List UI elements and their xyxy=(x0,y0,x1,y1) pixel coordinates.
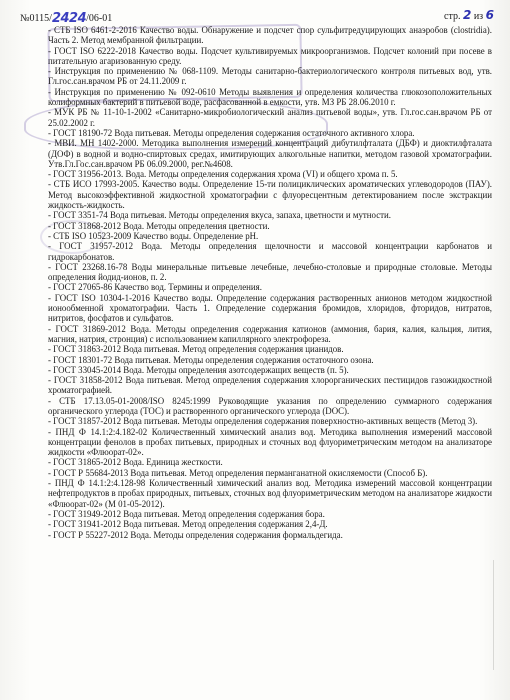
list-item: - СТБ ИСО 17993-2005. Качество воды. Определение 15-ти полициклических ароматических углеводородов (ПАУ). Метод высокоэффективной жидкостной хроматографии с флуоресцентным детектированием после экстракции жидкость-жидкость. xyxy=(48,179,492,211)
list-item: - СТБ ISO 6461-2-2016 Качество воды. Обнаружение и подсчет спор сульфитредуцирующих анаэробов (clostridia). Часть 2. Метод мембранной фильтрации. xyxy=(48,25,492,46)
list-item: - ГОСТ 27065-86 Качество вод. Термины и определения. xyxy=(48,282,262,293)
page-edge xyxy=(493,560,508,670)
list-item: - ГОСТ 31858-2012 Вода питьевая. Метод определения содержания хлорорганических пестицидов газожидкостной хроматографией. xyxy=(48,375,492,396)
list-item: - ГОСТ 31865-2012 Вода. Единица жесткости. xyxy=(48,457,223,468)
list-item: - ГОСТ 31868-2012 Вода. Методы определения цветности. xyxy=(48,220,270,231)
list-item: - ГОСТ 31941-2012 Вода питьевая. Метод определения содержания 2,4-Д. xyxy=(48,519,328,530)
list-item: - Инструкция по применению № 092-0610 Методы выявления и определения количества глюкозоположительных колиформных бактерий в питьевой воде, расфасованной в емкости, утв. МЗ РБ 28.06.2010 г. xyxy=(48,86,492,108)
page-indicator xyxy=(444,8,494,22)
standards-list xyxy=(48,25,492,540)
list-item: - Инструкция по применению № 068-1109. Методы санитарно-бактериологического контроля питьевых вод, утв. Гл.гос.сан.врачом РБ от 24.11.2009 г. xyxy=(48,66,492,87)
list-item: - ГОСТ 18301-72 Вода питьевая. Методы определения содержания остаточного озона. xyxy=(48,354,374,365)
list-item: - ГОСТ 31956-2013. Вода. Методы определения содержания хрома (VI) и общего хрома п. 5. xyxy=(48,169,398,180)
list-item: - ГОСТ 31949-2012 Вода питьевая. Метод определения содержания бора. xyxy=(48,508,325,519)
list-item: - ГОСТ 3351-74 Вода питьевая. Методы определения вкуса, запаха, цветности и мутности. xyxy=(48,210,391,221)
page-of: из xyxy=(473,11,484,22)
page-total: 6 xyxy=(485,8,494,22)
page-current: 2 xyxy=(462,8,472,22)
list-item: - ПНД Ф 14.1:2:4.182-02 Количественный химический анализ вод. Методика выполнения измерений массовой концентрации фенолов в пробах питьевых, природных и сточных вод флуориметрическим методом на анализаторе жидкости «Флюорат-02». xyxy=(48,426,492,458)
doc-number-prefix: №0115/ xyxy=(20,13,52,24)
list-item: - ГОСТ 23268.16-78 Воды минеральные питьевые лечебные, лечебно-столовые и природные столовые. Методы определения йодид-ионов, п. 2. xyxy=(48,261,492,283)
list-item: - МВИ. МН 1402-2000. Методика выполнения измерений концентраций дибутилфталата (ДБФ) и диоктилфталата (ДОФ) в водной и водно-спиртовых средах, имитирующих алкогольные напитки, методом газовой хроматографии. Утв.Гл.Гос.сан.врачом РБ 06.09.2000, рег.№4608. xyxy=(48,138,492,169)
doc-number-suffix: /06-01 xyxy=(86,13,113,24)
list-item: - ГОСТ 31869-2012 Вода. Методы определения содержания катионов (аммония, бария, калия, кальция, лития, магния, натрия, стронция) с использованием капиллярного электрофореза. xyxy=(48,323,492,344)
page-prefix: стр. xyxy=(444,11,461,22)
doc-number-handwritten: 2424 xyxy=(51,11,87,26)
list-item: - МУК РБ № 11-10-1-2002 «Санитарно-микробиологический анализ питьевой воды», утв. Гл.гос.сан.врачом РБ от 25.02.2002 г. xyxy=(48,107,492,128)
list-item: - ГОСТ 31857-2012 Вода питьевая. Методы определения содержания поверхностно-активных веществ (Метод 3). xyxy=(48,416,478,427)
list-item: - ГОСТ 18190-72 Вода питьевая. Методы определения содержания остаточного активного хлора. xyxy=(48,127,415,138)
list-item: - СТБ 17.13.05-01-2008/ISO 8245:1999 Руководящие указания по определению суммарного содержания органического углерода (ТОС) и растворенного органического углерода (DOC). xyxy=(48,395,492,416)
document-number xyxy=(20,10,112,25)
list-item: - ГОСТ ISO 6222-2018 Качество воды. Подсчет культивируемых микроорганизмов. Подсчет колоний при посеве в питательную агаризованную среду. xyxy=(48,45,492,66)
list-item: - ГОСТ 31863-2012 Вода питьевая. Метод определения содержания цианидов. xyxy=(48,344,344,355)
list-item: - СТБ ISO 10523-2009 Качество воды. Определение pH. xyxy=(48,230,259,241)
list-item: - ГОСТ 33045-2014 Вода. Методы определения азотсодержащих веществ (п. 5). xyxy=(48,364,349,375)
list-item: - ГОСТ Р 55227-2012 Вода. Методы определения содержания формальдегида. xyxy=(48,529,343,540)
list-item: - ГОСТ ISO 10304-1-2016 Качество воды. Определение содержания растворенных анионов методом жидкостной ионообменной хроматографии. Часть 1. Определение содержания бромидов, хлоридов, фторидов, нитратов, нитритов, фосфатов и сульфатов. xyxy=(48,292,492,324)
list-item: - ГОСТ Р 55684-2013 Вода питьевая. Метод определения перманганатной окисляемости (Способ Б). xyxy=(48,467,428,478)
list-item: - ПНД Ф 14.1:2:4.128-98 Количественный химический анализ вод. Методика измерений массовой концентрации нефтепродуктов в пробах природных, питьевых, сточных вод флуориметрическим методом на анализаторе жидкости «Флюорат-02» (М 01-05-2012). xyxy=(48,478,492,509)
list-item: - ГОСТ 31957-2012 Вода. Методы определения щелочности и массовой концентрации карбонатов и гидрокарбонатов. xyxy=(48,241,492,262)
